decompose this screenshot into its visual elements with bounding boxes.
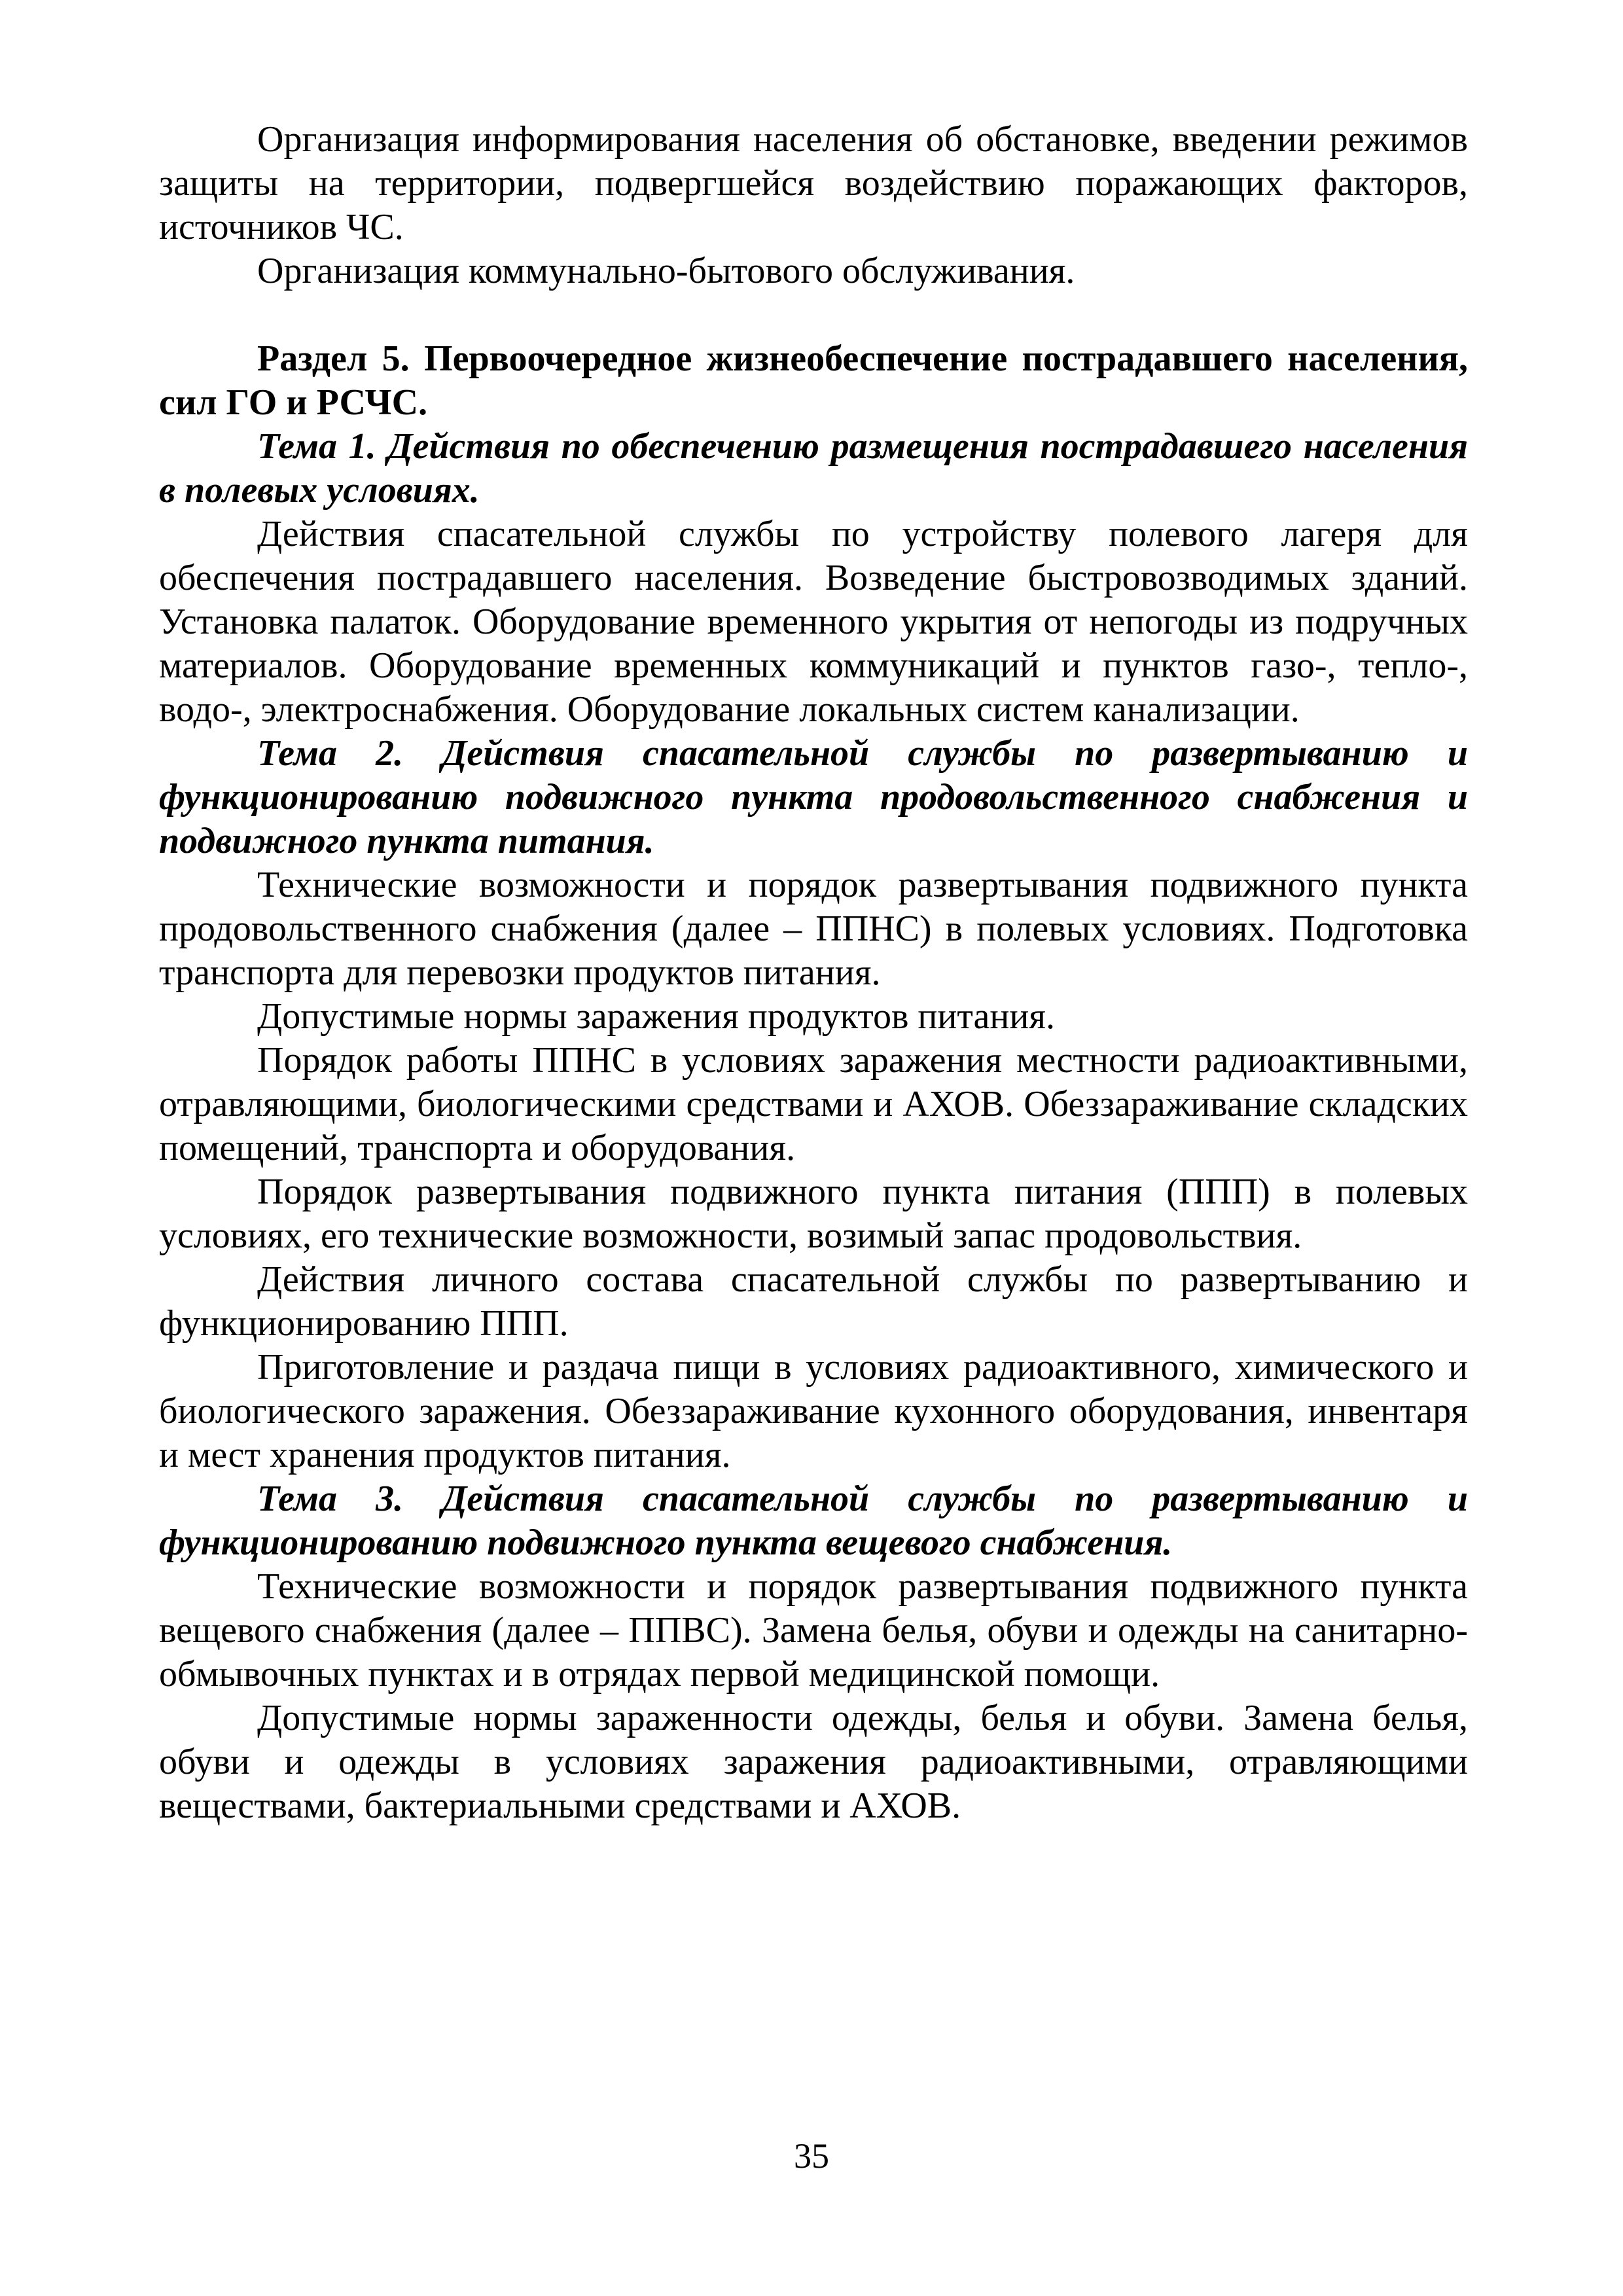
paragraph-communal-services: Организация коммунально-бытового обслуживания. xyxy=(257,251,1075,291)
paragraph-field-camp: Действия спасательной службы по устройству полевого лагеря для обеспечения пострадавшего населения. Возведение быстровозводимых зданий. Установка палаток. Оборудование временного укрытия от непогоды из подручных материалов. Оборудование временных коммуникаций и пунктов газо-, тепло-, водо-, электроснабжения. Оборудование локальных систем канализации. xyxy=(159,514,1468,730)
page-number: 35 xyxy=(794,2136,829,2176)
section-spacer xyxy=(159,293,1468,337)
paragraph-ppns-operation: Порядок работы ППНС в условиях заражения местности радиоактивными, отравляющими, биологическими средствами и АХОВ. Обеззараживание складских помещений, транспорта и оборудования. xyxy=(159,1040,1468,1168)
paragraph-clothing-contamination-norms: Допустимые нормы зараженности одежды, белья и обуви. Замена белья, обуви и одежды в условиях заражения радиоактивными, отравляющими веществами, бактериальными средствами и АХОВ. xyxy=(159,1698,1468,1826)
document-body xyxy=(159,118,1468,1828)
topic-heading-2: Тема 2. Действия спасательной службы по развертыванию и функционированию подвижного пункта продовольственного снабжения и подвижного пункта питания. xyxy=(159,733,1468,861)
paragraph-food-preparation: Приготовление и раздача пищи в условиях радиоактивного, химического и биологического заражения. Обеззараживание кухонного оборудования, инвентаря и мест хранения продуктов питания. xyxy=(159,1347,1468,1475)
topic-heading-1: Тема 1. Действия по обеспечению размещения пострадавшего населения в полевых условиях. xyxy=(159,426,1468,511)
paragraph-ppvs-capabilities: Технические возможности и порядок развертывания подвижного пункта вещевого снабжения (далее – ППВС). Замена белья, обуви и одежды на санитарно-обмывочных пунктах и в отрядах первой медицинской помощи. xyxy=(159,1566,1468,1695)
paragraph-ppns-capabilities: Технические возможности и порядок развертывания подвижного пункта продовольственного снабжения (далее – ППНС) в полевых условиях. Подготовка транспорта для перевозки продуктов питания. xyxy=(159,865,1468,993)
topic-heading-3: Тема 3. Действия спасательной службы по развертыванию и функционированию подвижного пункта вещевого снабжения. xyxy=(159,1479,1468,1563)
paragraph-informing: Организация информирования населения об обстановке, введении режимов защиты на территории, подвергшейся воздействию поражающих факторов, источников ЧС. xyxy=(159,119,1468,247)
paragraph-ppp-deployment: Порядок развертывания подвижного пункта питания (ППП) в полевых условиях, его технические возможности, возимый запас продовольствия. xyxy=(159,1172,1468,1256)
section-heading-5: Раздел 5. Первоочередное жизнеобеспечение пострадавшего населения, сил ГО и РСЧС. xyxy=(159,338,1468,423)
paragraph-food-contamination-norms: Допустимые нормы заражения продуктов питания. xyxy=(257,996,1056,1037)
paragraph-personnel-actions: Действия личного состава спасательной службы по развертыванию и функционированию ППП. xyxy=(159,1259,1468,1344)
